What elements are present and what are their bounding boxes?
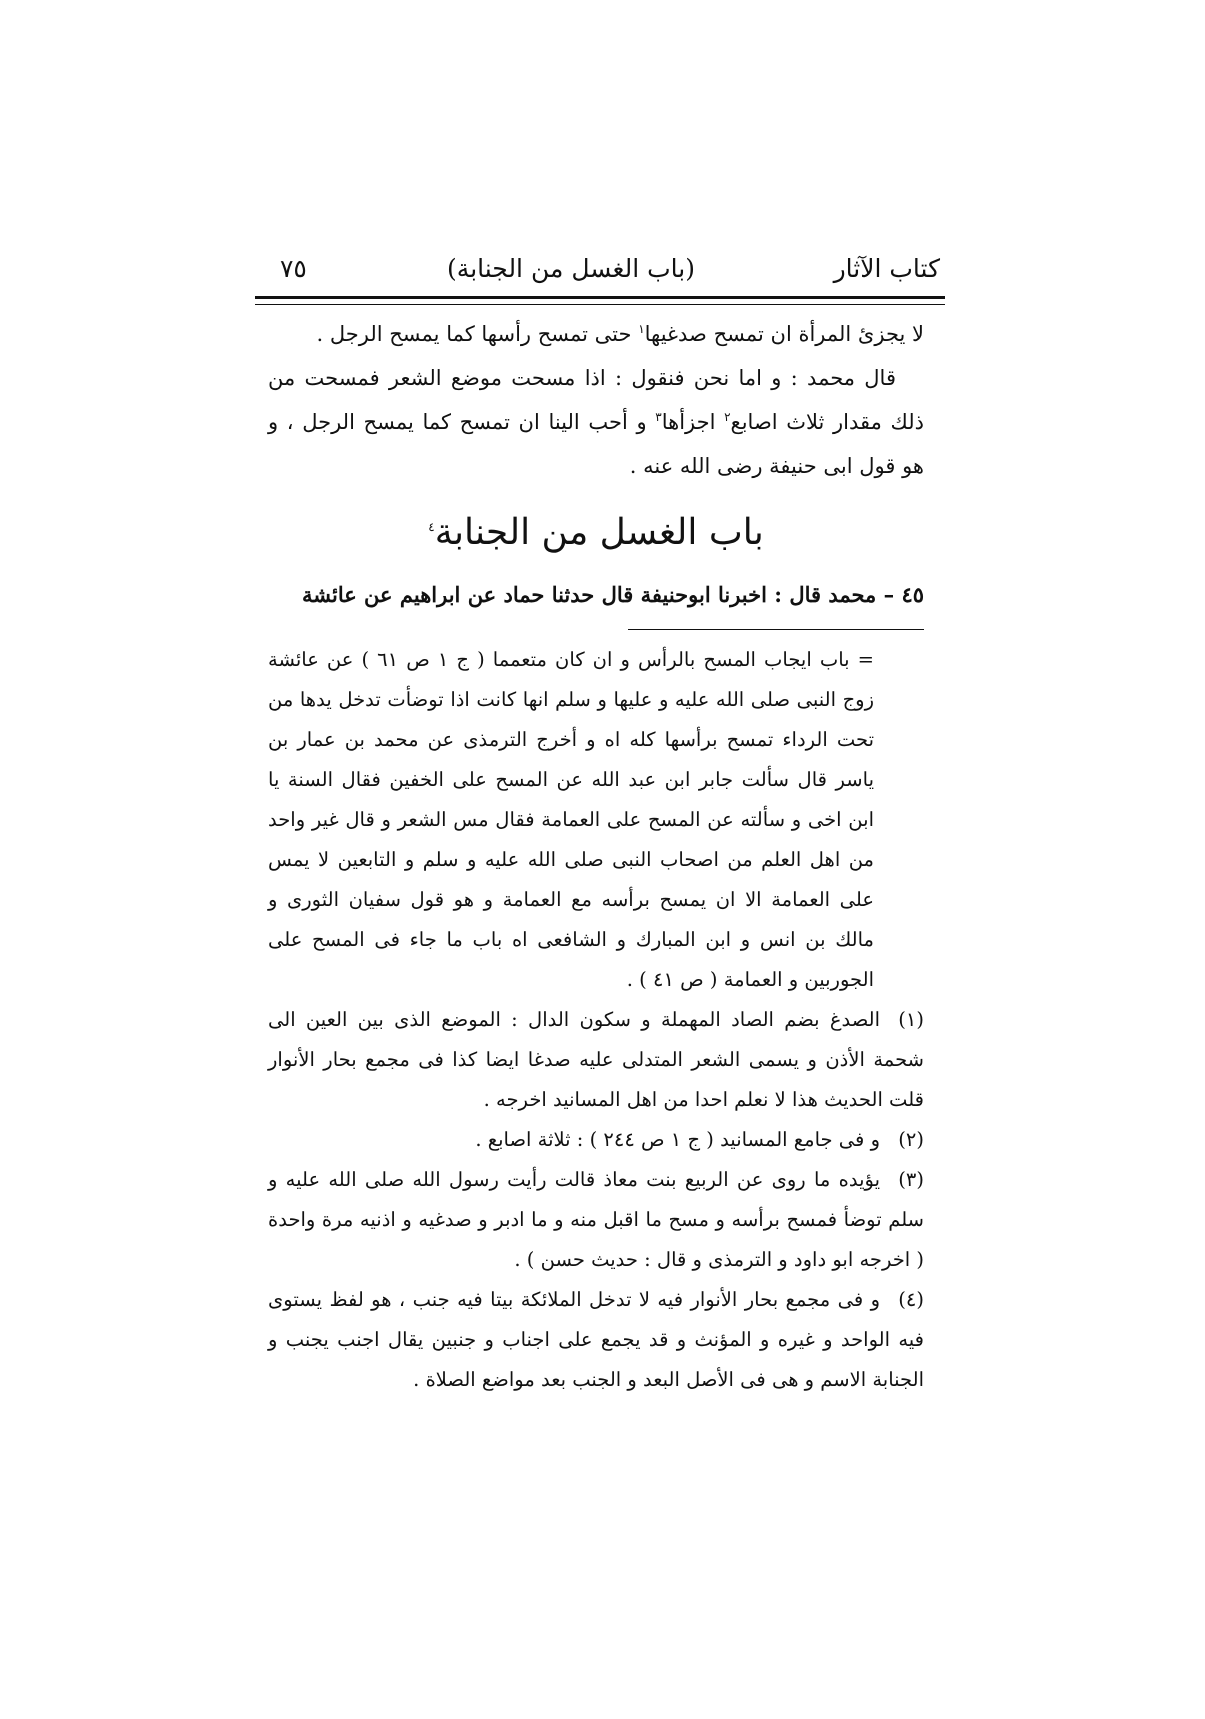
footnote-separator xyxy=(628,629,924,630)
book-title: كتاب الآثار xyxy=(833,254,940,283)
footnote-4: (٤)و فى مجمع بحار الأنوار فيه لا تدخل الملائكة بيتا فيه جنب ، هو لفظ يستوى فيه الواحد و غيره و المؤنث و قد يجمع على اجناب و جنبين يقال اجنب يجنب و الجنابة الاسم و هى فى الأصل البعد و الجنب بعد مواضع الصلاة . xyxy=(268,1280,924,1400)
footnote-1: (١)الصدغ بضم الصاد المهملة و سكون الدال : الموضع الذى بين العين الى شحمة الأذن و يسمى الشعر المتدلى عليه صدغا ايضا كذا فى مجمع بحار الأنوار قلت الحديث هذا لا نعلم احدا من اهل المسانيد اخرجه . xyxy=(268,1000,924,1120)
hadith-45: ٤٥ – محمد قال : اخبرنا ابوحنيفة قال حدثنا حماد عن ابراهيم عن عائشة xyxy=(301,582,924,607)
footnote-ref-2: ٢ xyxy=(724,410,731,424)
main-line-1: لا يجزئ المرأة ان تمسح صدغيها$^١$ حتى تمسح رأسها كما يمسح الرجل . xyxy=(316,322,924,346)
footnote-mark: (١) xyxy=(898,1008,924,1031)
footnote-mark: (٢) xyxy=(898,1128,924,1151)
footnotes xyxy=(268,640,924,1400)
footnote-mark: (٣) xyxy=(898,1168,924,1191)
footnote-ref-1: ١ xyxy=(638,322,645,336)
footnote-ref-4: ٤ xyxy=(428,520,435,534)
footnote-2: (٢)و فى جامع المسانيد ( ج ١ ص ٢٤٤ ) : ثلاثة اصابع . xyxy=(268,1120,924,1160)
header-rule-thick xyxy=(255,296,945,299)
header-rule-thin xyxy=(255,304,945,305)
chapter-title: (باب الغسل من الجنابة) xyxy=(447,254,695,283)
footnote-mark: (٤) xyxy=(898,1288,924,1311)
section-heading: باب الغسل من الجنابة$^٤$ xyxy=(428,512,764,553)
page-number: ٧٥ xyxy=(280,254,307,283)
main-paragraph-2: قال محمد : و اما نحن فنقول : اذا مسحت موضع الشعر فمسحت من ذلك مقدار ثلاث اصابع$^٢$ اجزأها$^٣$ و أحب الينا ان تمسح كما يمسح الرجل ، و هو قول ابى حنيفة رضى الله عنه . xyxy=(268,366,925,478)
running-header xyxy=(280,250,940,296)
footnote-3: (٣)يؤيده ما روى عن الربيع بنت معاذ قالت رأيت رسول الله صلى الله عليه و سلم توضأ فمسح برأسه و مسح ما اقبل منه و ما ادبر و صدغيه و اذنيه مرة واحدة ( اخرجه ابو داود و الترمذى و قال : حديث حسن ) . xyxy=(268,1160,924,1280)
footnote-ref-3: ٣ xyxy=(655,410,662,424)
footnote-continuation: = باب ايجاب المسح بالرأس و ان كان متعمما ( ج ١ ص ٦١ ) عن عائشة زوج النبى صلى الله عليه و عليها و سلم انها كانت اذا توضأت تدخل يدها من تحت الرداء تمسح برأسها كله اه و أخرج الترمذى عن محمد بن عمار بن ياسر قال سألت جابر ابن عبد الله عن المسح على الخفين فقال السنة يا ابن اخى و سألته عن المسح على العمامة فقال مس الشعر و قال غير واحد من اهل العلم من اصحاب النبى صلى الله عليه و سلم و التابعين لا يمس على العمامة الا ان يمسح برأسه مع العمامة و هو قول سفيان الثورى و مالك بن انس و ابن المبارك و الشافعى اه باب ما جاء فى المسح على الجوربين و العمامة ( ص ٤١ ) . xyxy=(268,648,874,991)
main-text xyxy=(268,312,924,488)
